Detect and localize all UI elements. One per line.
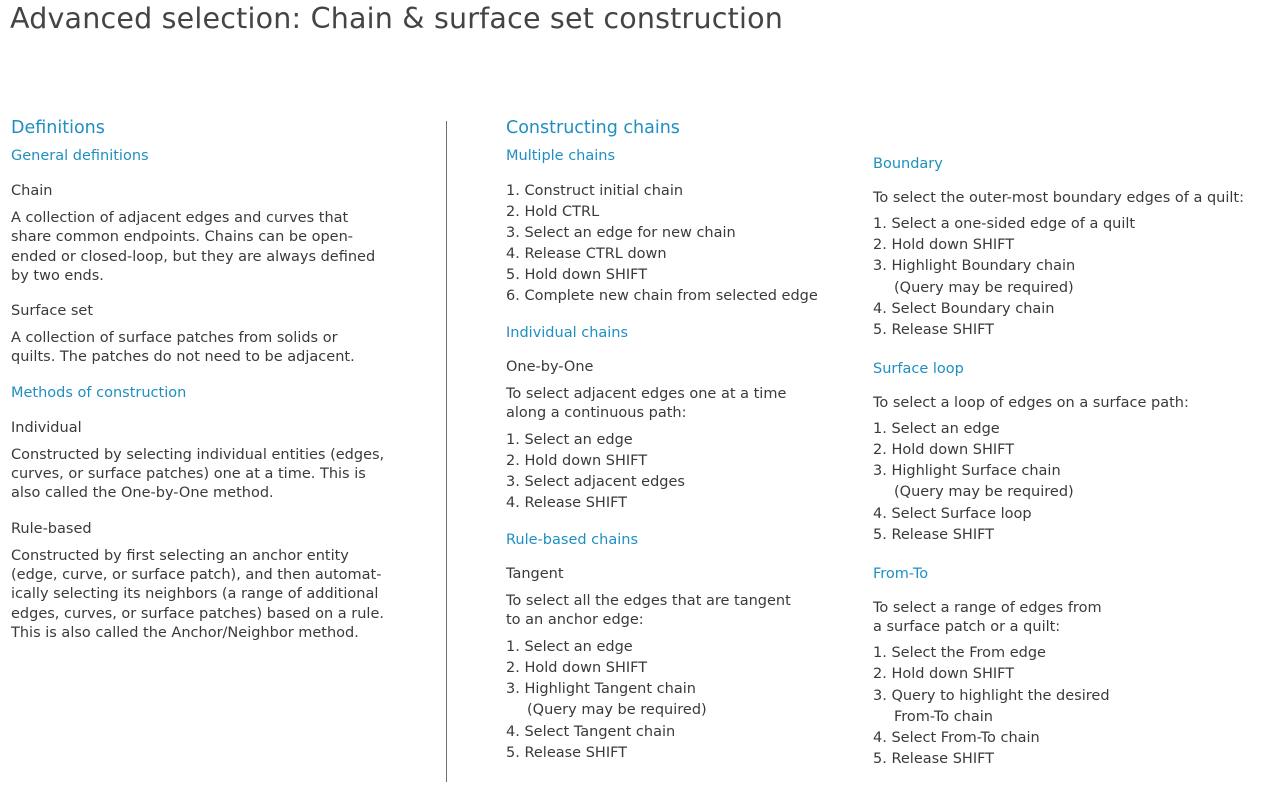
from-to-heading: From-To <box>873 565 929 582</box>
surface-loop-intro: To select a loop of edges on a surface path: <box>873 394 1189 411</box>
tangent-steps <box>506 637 866 764</box>
list-item: 3. Highlight Surface chain <box>873 463 1061 480</box>
list-item: 2. Hold down SHIFT <box>873 237 1015 254</box>
chain-definition: A collection of adjacent edges and curves that share common endpoints. Chains can be open- ended or closed-loop, but they are always defined by two ends. <box>11 210 376 284</box>
list-item: 4. Release SHIFT <box>506 495 628 512</box>
list-item: 4. Select Boundary chain <box>873 300 1055 317</box>
list-item: 2. Hold down SHIFT <box>873 442 1015 459</box>
from-to-steps <box>873 643 1263 770</box>
list-item: 6. Complete new chain from selected edge <box>506 288 818 305</box>
boundary-intro: To select the outer-most boundary edges of a quilt: <box>873 190 1244 206</box>
list-item: (Query may be required) <box>527 702 707 719</box>
constructing-chains-heading: Constructing chains <box>506 118 680 138</box>
list-item: 3. Select adjacent edges <box>506 474 685 491</box>
chain-term: Chain <box>11 183 53 199</box>
list-item: (Query may be required) <box>894 279 1074 296</box>
rule-based-chains-heading: Rule-based chains <box>506 531 638 548</box>
individual-definition: Constructed by selecting individual entities (edges, curves, or surface patches) one at a time. This is also called the One-by-One method. <box>11 446 385 502</box>
methods-heading: Methods of construction <box>11 384 187 401</box>
list-item: 5. Release SHIFT <box>873 526 995 543</box>
list-item: 5. Release SHIFT <box>873 750 995 767</box>
from-to-intro: To select a range of edges from a surface patch or a quilt: <box>873 599 1102 636</box>
surface-loop-heading: Surface loop <box>873 360 964 377</box>
list-item: 5. Release SHIFT <box>873 321 995 338</box>
column-divider <box>446 121 447 782</box>
list-item: From-To chain <box>894 708 993 725</box>
constructing-chains-column <box>506 118 866 780</box>
definitions-column <box>11 118 411 659</box>
list-item: (Query may be required) <box>894 484 1074 501</box>
boundary-heading: Boundary <box>873 156 943 172</box>
list-item: 1. Select the From edge <box>873 645 1046 662</box>
multiple-chains-heading: Multiple chains <box>506 148 616 164</box>
individual-term: Individual <box>11 419 82 436</box>
surface-set-definition: A collection of surface patches from solids or quilts. The patches do not need to be adjacent. <box>11 330 355 366</box>
list-item: 3. Highlight Tangent chain <box>506 681 696 698</box>
list-item: 1. Construct initial chain <box>506 183 684 199</box>
list-item: 1. Select an edge <box>873 421 1000 438</box>
one-by-one-steps <box>506 430 866 514</box>
tangent-intro: To select all the edges that are tangent to an anchor edge: <box>506 592 791 628</box>
individual-chains-heading: Individual chains <box>506 324 629 341</box>
definitions-heading: Definitions <box>11 118 105 138</box>
list-item: 1. Select an edge <box>506 432 633 449</box>
list-item: 4. Select Tangent chain <box>506 723 676 740</box>
page-title: Advanced selection: Chain & surface set construction <box>10 2 783 35</box>
multiple-chains-steps <box>506 181 866 308</box>
list-item: 4. Select Surface loop <box>873 505 1032 522</box>
list-item: 2. Hold down SHIFT <box>506 660 648 677</box>
rule-based-term: Rule-based <box>11 520 92 537</box>
surface-set-term: Surface set <box>11 303 94 320</box>
surface-loop-steps <box>873 419 1263 546</box>
list-item: 1. Select a one-sided edge of a quilt <box>873 216 1136 233</box>
list-item: 5. Release SHIFT <box>506 744 628 761</box>
general-definitions-heading: General definitions <box>11 148 149 164</box>
list-item: 5. Hold down SHIFT <box>506 267 648 284</box>
boundary-steps <box>873 214 1263 341</box>
list-item: 2. Hold CTRL <box>506 204 600 221</box>
list-item: 3. Select an edge for new chain <box>506 225 736 242</box>
list-item: 4. Select From-To chain <box>873 729 1040 746</box>
list-item: 4. Release CTRL down <box>506 246 667 263</box>
one-by-one-term: One-by-One <box>506 358 594 375</box>
one-by-one-intro: To select adjacent edges one at a time along a continuous path: <box>506 385 787 421</box>
list-item: 2. Hold down SHIFT <box>873 666 1015 683</box>
list-item: 1. Select an edge <box>506 639 633 656</box>
list-item: 3. Query to highlight the desired <box>873 687 1110 704</box>
rule-types-column <box>873 155 1263 786</box>
list-item: 2. Hold down SHIFT <box>506 453 648 470</box>
list-item: 3. Highlight Boundary chain <box>873 258 1076 275</box>
tangent-term: Tangent <box>506 565 564 582</box>
rule-based-definition: Constructed by first selecting an anchor entity (edge, curve, or surface patch), and then automat- ically selecting its neighbors (a range of additional edges, curves, or surface patches) based on a rule. This is also called the Anchor/Neighbor method. <box>11 547 384 641</box>
